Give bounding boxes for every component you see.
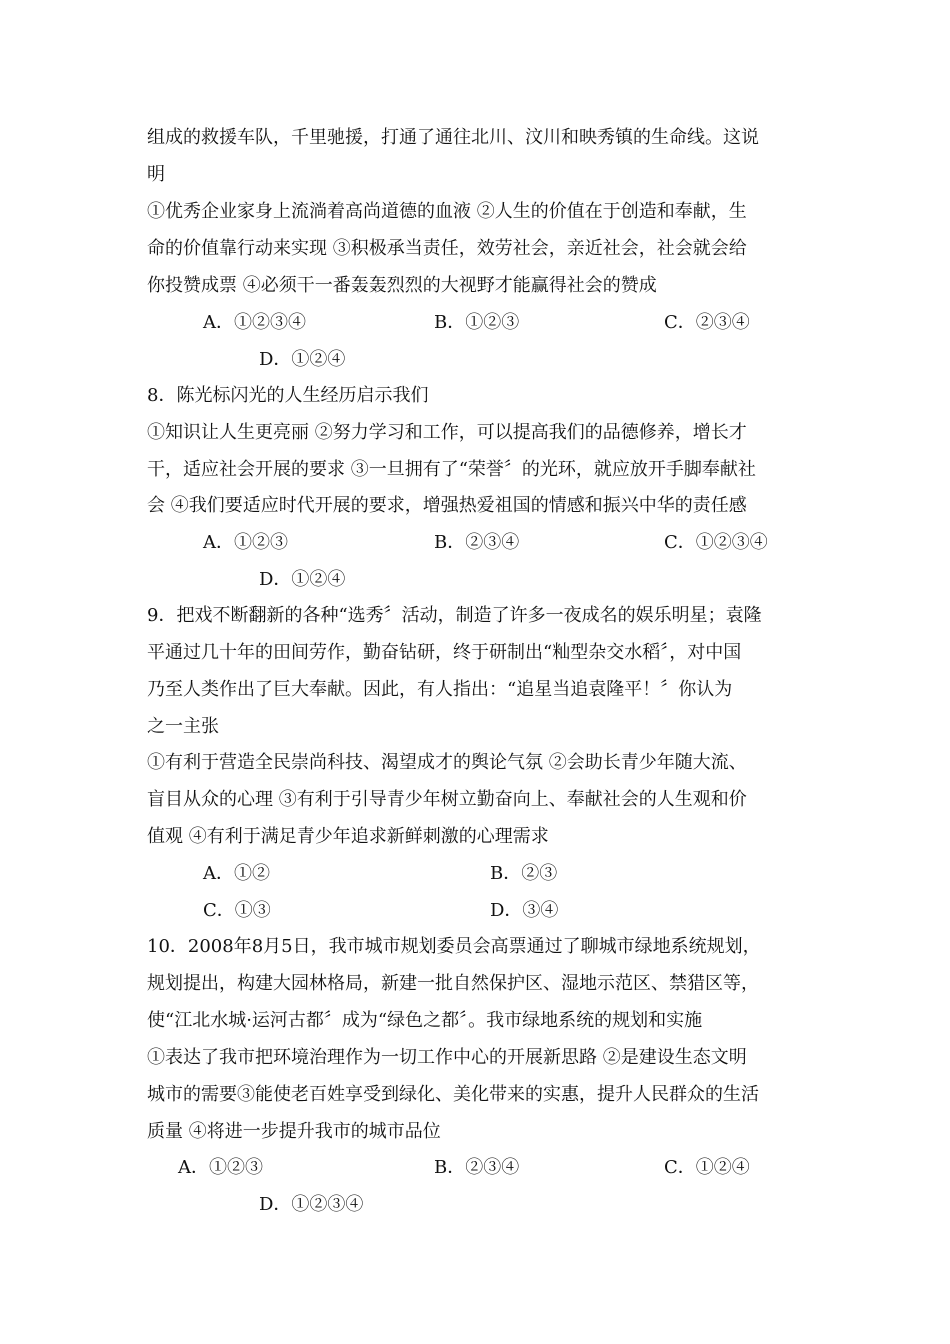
q9-option-b: B．②③ <box>490 863 558 884</box>
q8-stem: 8．陈光标闪光的人生经历启示我们 <box>147 385 429 406</box>
q7-option-c: C．②③④ <box>664 312 750 333</box>
q8-items-line-3: 会 ④我们要适应时代开展的要求，增强热爱祖国的情感和振兴中华的责任感 <box>147 495 747 516</box>
q7-items-line-3: 你投赞成票 ④必须干一番轰轰烈烈的大视野才能赢得社会的赞成 <box>147 275 657 296</box>
q8-items-line-2: 干，适应社会开展的要求 ③一旦拥有了“荣誉〞的光环，就应放开手脚奉献社 <box>147 459 756 480</box>
q7-option-a: A．①②③④ <box>203 312 306 333</box>
q8-option-b: B．②③④ <box>434 532 520 553</box>
q9-items-line-3: 值观 ④有利于满足青少年追求新鲜刺激的心理需求 <box>147 826 549 847</box>
q7-option-d: D．①②④ <box>259 349 346 370</box>
q7-stem-line-1: 组成的救援车队，千里驰援，打通了通往北川、汶川和映秀镇的生命线。这说 <box>147 127 759 148</box>
q9-option-a: A．①② <box>203 863 270 884</box>
q7-items-line-2: 命的价值靠行动来实现 ③积极承当责任，效劳社会，亲近社会，社会就会给 <box>147 238 747 259</box>
q10-items-line-2: 城市的需要③能使老百姓享受到绿化、美化带来的实惠，提升人民群众的生活 <box>147 1084 759 1105</box>
q9-items-line-2: 盲目从众的心理 ③有利于引导青少年树立勤奋向上、奉献社会的人生观和价 <box>147 789 747 810</box>
q8-items-line-1: ①知识让人生更亮丽 ②努力学习和工作，可以提高我们的品德修养，增长才 <box>147 422 747 443</box>
q9-stem-line-2: 平通过几十年的田间劳作，勤奋钻研，终于研制出“籼型杂交水稻〞，对中国 <box>147 642 742 663</box>
q10-option-d: D．①②③④ <box>259 1194 364 1215</box>
q9-option-c: C．①③ <box>203 900 271 921</box>
q10-option-b: B．②③④ <box>434 1157 520 1178</box>
q9-stem-line-1: 9．把戏不断翻新的各种“选秀〞活动，制造了许多一夜成名的娱乐明星；袁隆 <box>147 605 762 626</box>
q10-stem-line-3: 使“江北水城·运河古都〞成为“绿色之都〞。我市绿地系统的规划和实施 <box>147 1010 703 1031</box>
q8-option-a: A．①②③ <box>203 532 288 553</box>
q8-option-c: C．①②③④ <box>664 532 768 553</box>
q10-option-a: A．①②③ <box>178 1157 263 1178</box>
q7-option-b: B．①②③ <box>434 312 520 333</box>
q8-option-d: D．①②④ <box>259 569 346 590</box>
q7-items-line-1: ①优秀企业家身上流淌着高尚道德的血液 ②人生的价值在于创造和奉献，生 <box>147 201 747 222</box>
q10-stem-line-1: 10．2008年8月5日，我市城市规划委员会高票通过了聊城市绿地系统规划， <box>147 936 761 957</box>
q7-stem-line-2: 明 <box>147 164 165 185</box>
q9-stem-line-4: 之一主张 <box>147 716 219 737</box>
q10-stem-line-2: 规划提出，构建大园林格局，新建一批自然保护区、湿地示范区、禁猎区等， <box>147 973 759 994</box>
q9-stem-line-3: 乃至人类作出了巨大奉献。因此，有人指出：“追星当追袁隆平！〞你认为 <box>147 679 733 700</box>
q9-option-d: D．③④ <box>490 900 559 921</box>
q10-option-c: C．①②④ <box>664 1157 750 1178</box>
q10-items-line-3: 质量 ④将进一步提升我市的城市品位 <box>147 1121 441 1142</box>
q9-items-line-1: ①有利于营造全民崇尚科技、渴望成才的舆论气氛 ②会助长青少年随大流、 <box>147 752 747 773</box>
q10-items-line-1: ①表达了我市把环境治理作为一切工作中心的开展新思路 ②是建设生态文明 <box>147 1047 747 1068</box>
